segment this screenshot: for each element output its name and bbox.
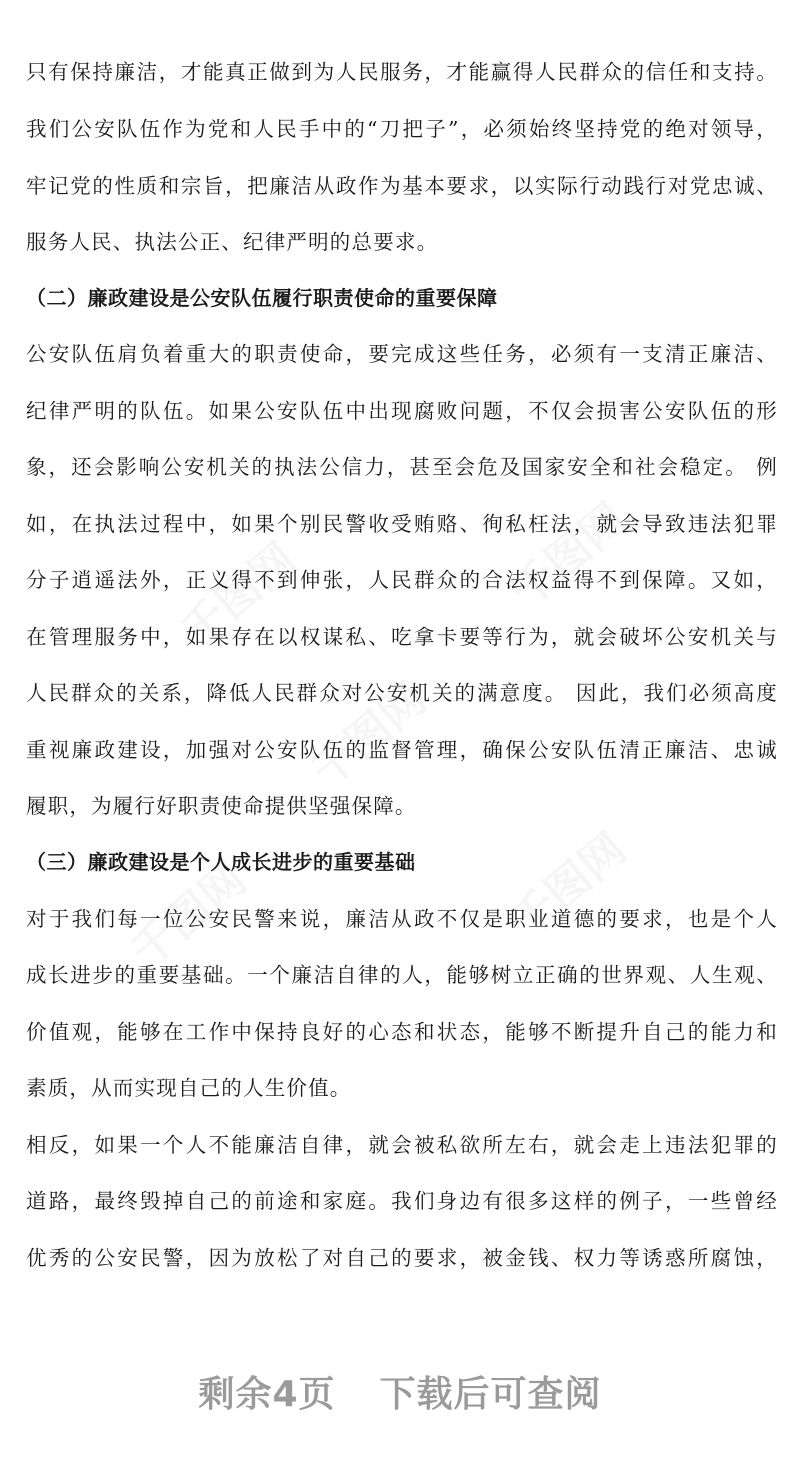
body-text-line: 优秀的公安民警，因为放松了对自己的要求，被金钱、权力等诱惑所腐蚀，: [26, 1246, 778, 1270]
watermark: 千图网: [501, 823, 636, 948]
body-text-line: 履职，为履行好职责使命提供坚强保障。: [26, 794, 417, 818]
body-text-line: 公安队伍肩负着重大的职责使命，要完成这些任务，必须有一支清正廉洁、: [26, 342, 778, 366]
body-text-line: 只有保持廉洁，才能真正做到为人民服务，才能赢得人民群众的信任和支持。: [26, 60, 778, 84]
body-text-line: 相反，如果一个人不能廉洁自律，就会被私欲所左右，就会走上违法犯罪的: [26, 1133, 778, 1157]
body-text-line: 服务人民、执法公正、纪律严明的总要求。: [26, 230, 439, 254]
body-text-line: 牢记党的性质和宗旨，把廉洁从政作为基本要求，以实际行动践行对党忠诚、: [26, 174, 778, 198]
body-text-line: 象，还会影响公安机关的执法公信力，甚至会危及国家安全和社会稳定。 例: [26, 455, 778, 479]
body-text-line: 如，在执法过程中，如果个别民警收受贿赂、徇私枉法，就会导致违法犯罪: [26, 512, 778, 536]
download-prompt[interactable]: [0, 1366, 800, 1417]
body-text-line: 人民群众的关系，降低人民群众对公安机关的满意度。 因此，我们必须高度: [26, 681, 778, 705]
body-text-line: 价值观，能够在工作中保持良好的心态和状态，能够不断提升自己的能力和: [26, 1020, 778, 1044]
body-text-line: 对于我们每一位公安民警来说，廉洁从政不仅是职业道德的要求，也是个人: [26, 907, 778, 931]
watermark: 千图网: [171, 533, 306, 658]
body-text-line: 分子逍遥法外，正义得不到伸张，人民群众的合法权益得不到保障。又如，: [26, 568, 778, 592]
body-text-line: 我们公安队伍作为党和人民手中的“刀把子”，必须始终坚持党的绝对领导，: [26, 117, 778, 141]
download-to-view-label: 下载后可查阅: [379, 1374, 602, 1415]
remaining-pages-label: 剩余4页: [198, 1374, 336, 1415]
watermark: 千图网: [301, 673, 436, 798]
section-heading: （二）廉政建设是公安队伍履行职责使命的重要保障: [26, 286, 498, 310]
watermark: 千图网: [501, 493, 636, 618]
body-text-line: 纪律严明的队伍。如果公安队伍中出现腐败问题，不仅会损害公安队伍的形: [26, 399, 778, 423]
body-text-line: 成长进步的重要基础。一个廉洁自律的人，能够树立正确的世界观、人生观、: [26, 963, 778, 987]
body-text-line: 重视廉政建设，加强对公安队伍的监督管理，确保公安队伍清正廉洁、忠诚: [26, 738, 778, 762]
body-text-line: 在管理服务中，如果存在以权谋私、吃拿卡要等行为，就会破坏公安机关与: [26, 625, 778, 649]
body-text-line: 素质，从而实现自己的人生价值。: [26, 1076, 352, 1100]
body-text-line: 道路，最终毁掉自己的前途和家庭。我们身边有很多这样的例子，一些曾经: [26, 1189, 778, 1213]
watermark: 千图网: [121, 853, 256, 978]
section-heading: （三）廉政建设是个人成长进步的重要基础: [26, 850, 416, 874]
